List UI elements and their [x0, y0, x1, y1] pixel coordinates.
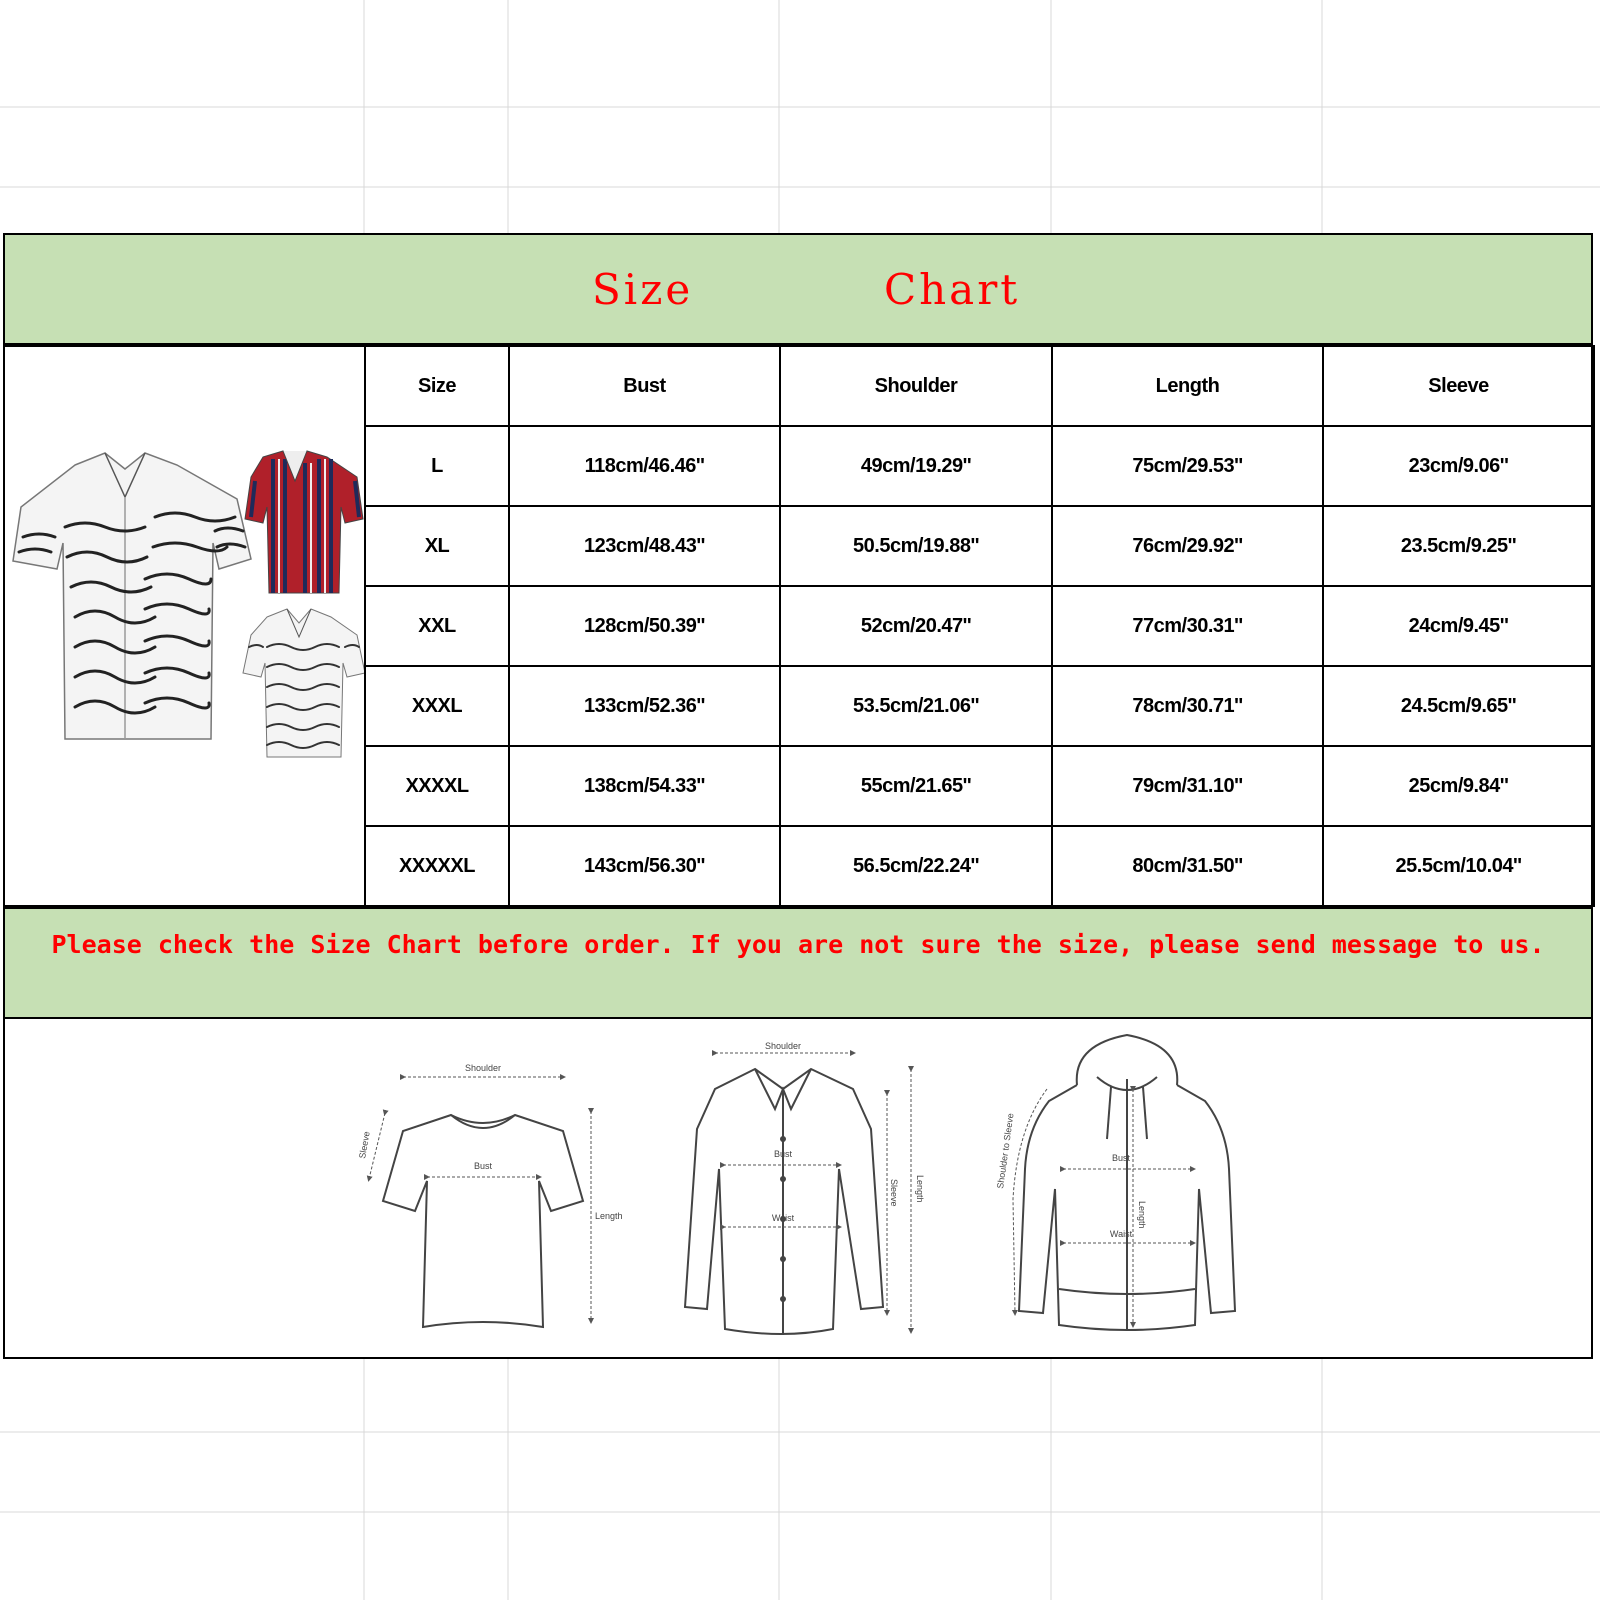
title-word-chart: Chart [884, 265, 1021, 314]
white-wave-shirt-image [13, 453, 251, 739]
striped-shirt-image [245, 451, 363, 593]
shoulder-cell: 53.5cm/21.06'' [780, 666, 1052, 746]
hoodie-bust-label: Bust [1111, 1153, 1131, 1163]
table-header-row [365, 346, 1594, 426]
bust-cell: 138cm/54.33'' [509, 746, 780, 826]
tshirt-sleeve-label: Sleeve [357, 1130, 372, 1160]
size-cell: L [365, 426, 509, 506]
table-row [365, 586, 1594, 666]
shoulder-cell: 52cm/20.47'' [780, 586, 1052, 666]
tshirt-diagram [369, 1077, 591, 1327]
sleeve-cell: 23.5cm/9.25'' [1323, 506, 1594, 586]
shirt-diagram [685, 1053, 911, 1335]
bust-cell: 128cm/50.39'' [509, 586, 780, 666]
measurement-diagrams [3, 1019, 1593, 1359]
shirt-bust-label: Bust [773, 1149, 793, 1159]
table-row [365, 506, 1594, 586]
column-header-bust: Bust [509, 346, 780, 426]
small-wave-shirt-image [243, 609, 365, 757]
column-header-length: Length [1052, 346, 1323, 426]
title-band [3, 233, 1593, 345]
shoulder-cell: 50.5cm/19.88'' [780, 506, 1052, 586]
length-cell: 80cm/31.50'' [1052, 826, 1323, 906]
tshirt-length-label: Length [595, 1211, 623, 1221]
bust-cell: 123cm/48.43'' [509, 506, 780, 586]
column-header-shoulder: Shoulder [780, 346, 1052, 426]
sleeve-cell: 24cm/9.45'' [1323, 586, 1594, 666]
column-header-size: Size [365, 346, 509, 426]
sleeve-cell: 24.5cm/9.65'' [1323, 666, 1594, 746]
length-cell: 79cm/31.10'' [1052, 746, 1323, 826]
size-cell: XXL [365, 586, 509, 666]
hoodie-length-label: Length [1137, 1201, 1147, 1229]
bust-cell: 143cm/56.30'' [509, 826, 780, 906]
table-row [365, 746, 1594, 826]
sleeve-cell: 23cm/9.06'' [1323, 426, 1594, 506]
size-table [364, 345, 1595, 907]
length-cell: 75cm/29.53'' [1052, 426, 1323, 506]
length-cell: 77cm/30.31'' [1052, 586, 1323, 666]
shirt-shoulder-label: Shoulder [764, 1041, 802, 1051]
title-word-size: Size [592, 265, 694, 314]
bust-cell: 133cm/52.36'' [509, 666, 780, 746]
tshirt-shoulder-label: Shoulder [464, 1063, 502, 1073]
shoulder-cell: 49cm/19.29'' [780, 426, 1052, 506]
notice-text: Please check the Size Chart before order. If you are not sure the size, please send message to us. [51, 930, 1545, 959]
table-row [365, 666, 1594, 746]
table-row [365, 426, 1594, 506]
hoodie-diagram [1013, 1035, 1235, 1330]
product-photo-cell [3, 345, 366, 907]
shirt-sleeve-label: Sleeve [889, 1179, 899, 1207]
hoodie-waist-label: Waist [1109, 1229, 1133, 1239]
tshirt-bust-label: Bust [473, 1161, 493, 1171]
hoodie-shoulder-to-sleeve-label: Shoulder to Sleeve [995, 1112, 1016, 1190]
sleeve-cell: 25cm/9.84'' [1323, 746, 1594, 826]
size-cell: XXXXXL [365, 826, 509, 906]
size-cell: XXXXL [365, 746, 509, 826]
bust-cell: 118cm/46.46'' [509, 426, 780, 506]
size-cell: XL [365, 506, 509, 586]
sleeve-cell: 25.5cm/10.04'' [1323, 826, 1594, 906]
shirt-waist-label: Waist [771, 1213, 795, 1223]
length-cell: 76cm/29.92'' [1052, 506, 1323, 586]
shoulder-cell: 55cm/21.65'' [780, 746, 1052, 826]
column-header-sleeve: Sleeve [1323, 346, 1594, 426]
product-photos [5, 347, 366, 907]
table-row [365, 826, 1594, 906]
shirt-length-label: Length [915, 1175, 925, 1203]
shoulder-cell: 56.5cm/22.24'' [780, 826, 1052, 906]
length-cell: 78cm/30.71'' [1052, 666, 1323, 746]
size-cell: XXXL [365, 666, 509, 746]
measurement-diagrams-svg [3, 1019, 1593, 1357]
